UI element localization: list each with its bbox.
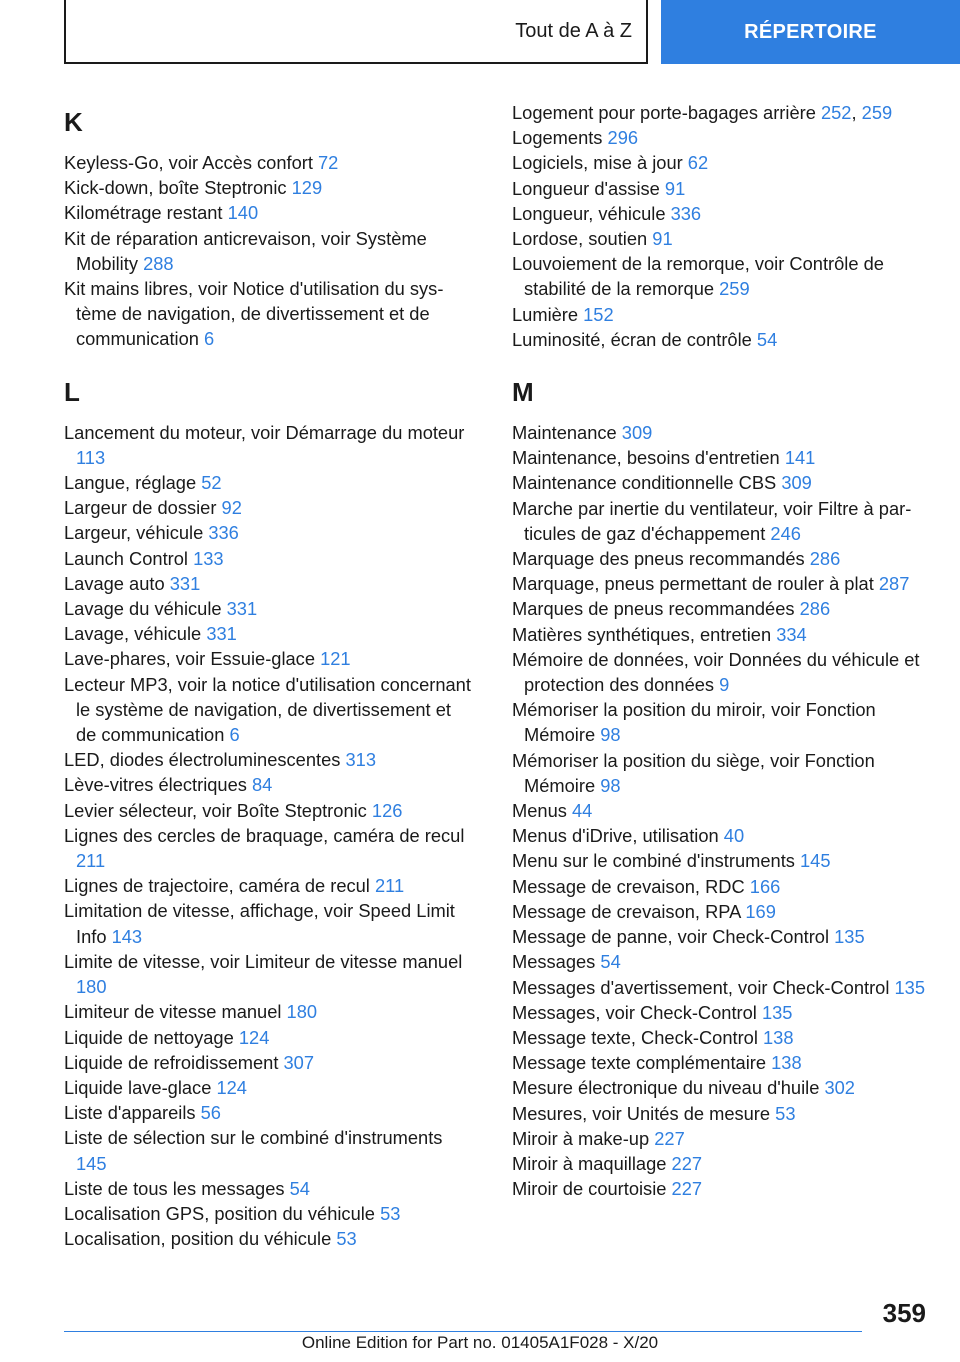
page-reference-link[interactable]: 259	[719, 278, 750, 300]
index-entry	[512, 798, 932, 823]
page-reference-link[interactable]: 227	[671, 1152, 703, 1174]
index-entry	[64, 873, 476, 898]
index-entry-text: Messages d'avertissement, voir Check-Control	[512, 976, 890, 998]
page-reference-link[interactable]: 296	[607, 127, 639, 149]
index-entry	[512, 420, 932, 445]
page-reference-link[interactable]: 121	[320, 648, 351, 670]
index-entry-text: Message texte, Check-Control	[512, 1026, 758, 1048]
index-entry-text: Liquide de refroidissement	[64, 1051, 279, 1073]
page-reference-link[interactable]: 6	[204, 328, 215, 350]
page-reference-link[interactable]: 98	[600, 724, 621, 746]
page-reference-link[interactable]: 135	[894, 976, 925, 998]
index-entry	[64, 276, 476, 352]
index-entry-text: Marche par inertie du ventilateur, voir Filtre à particules de gaz d'échappement	[512, 497, 912, 544]
index-entry-text: Logement pour porte-bagages arrière	[512, 102, 816, 123]
page-reference-link[interactable]: 286	[809, 548, 841, 570]
page-reference-link[interactable]: 141	[784, 447, 816, 469]
page-reference-link[interactable]: 336	[670, 202, 702, 224]
index-entry-text: Lumière	[512, 303, 579, 325]
page-reference-link[interactable]: 227	[671, 1178, 703, 1200]
footer-divider	[64, 1331, 862, 1332]
page-reference-link[interactable]: 309	[621, 422, 653, 444]
index-entry-text: Messages, voir Check-Control	[512, 1001, 757, 1023]
index-entry	[512, 327, 932, 352]
page-reference-link[interactable]: 180	[286, 1001, 318, 1023]
index-entry-text: Logiciels, mise à jour	[512, 152, 683, 174]
index-entry-text: Maintenance conditionnelle CBS	[512, 472, 777, 494]
index-entry-text: Maintenance	[512, 422, 617, 444]
tab-tout-de-a-a-z-label: Tout de A à Z	[515, 19, 632, 42]
index-entry	[64, 823, 476, 873]
page-reference-link[interactable]: 138	[762, 1026, 794, 1048]
page-reference-link[interactable]: 56	[200, 1102, 221, 1124]
page-reference-link[interactable]: 246	[770, 522, 801, 544]
index-entry	[64, 175, 476, 200]
index-entry	[64, 1176, 476, 1201]
index-entry-text: Marquage, pneus permettant de rouler à plat	[512, 573, 874, 595]
index-entry-text: Message texte complémentaire	[512, 1052, 767, 1074]
footer-edition: Online Edition for Part no. 01405A1F028 - X/20	[301, 1333, 659, 1352]
index-entry-text: Mesure électronique du niveau d'huile	[512, 1077, 820, 1099]
index-entry-text: Mémoriser la position du siège, voir Fonction Mémoire	[512, 749, 875, 796]
index-entry-text: Liquide de nettoyage	[64, 1026, 234, 1048]
page-reference-link[interactable]: 211	[374, 875, 405, 897]
index-entry	[512, 1126, 932, 1151]
page-reference-link[interactable]: 145	[800, 850, 831, 872]
index-entry	[64, 1125, 476, 1175]
index-entry	[64, 420, 476, 470]
index-entry	[64, 470, 476, 495]
index-entry-text: Lavage du véhicule	[64, 598, 222, 620]
index-entry-text: Messages	[512, 951, 596, 973]
index-entry	[512, 848, 932, 873]
page-reference-link[interactable]: 133	[193, 547, 224, 569]
page-reference-link[interactable]: 113	[76, 446, 106, 468]
index-entry-text: Logements	[512, 127, 603, 149]
index-entry-text: Longueur, véhicule	[512, 202, 666, 224]
index-entry-text: Mémoire de données, voir Données du véhicule et protection des données	[512, 648, 920, 696]
page-reference-link[interactable]: 6	[229, 724, 240, 746]
index-entry	[64, 1226, 476, 1251]
index-entry	[64, 672, 476, 748]
page-reference-link[interactable]: 9	[719, 674, 730, 696]
index-entry	[64, 520, 476, 545]
page-reference-link[interactable]: 140	[227, 202, 259, 224]
index-letter-heading: K	[64, 107, 83, 137]
index-entry	[512, 470, 932, 495]
tab-repertoire[interactable]	[661, 0, 960, 64]
index-entry-text: Limitation de vitesse, affichage, voir Speed Limit Info	[64, 900, 455, 947]
page-reference-link[interactable]: 52	[201, 472, 222, 494]
page-reference-link[interactable]: 309	[781, 472, 812, 494]
index-entry-text: Kit mains libres, voir Notice d'utilisation du système de navigation, de divertissement et de communication	[64, 278, 444, 350]
index-entry	[512, 201, 932, 226]
index-entry	[64, 571, 476, 596]
index-entry-text: Mémoriser la position du miroir, voir Fonction Mémoire	[512, 699, 876, 746]
index-entry-text: Kit de réparation anticrevaison, voir Système Mobility	[64, 227, 427, 274]
index-entry	[512, 596, 932, 621]
index-entry-text: Liste d'appareils	[64, 1102, 196, 1124]
index-entry-text: Matières synthétiques, entretien	[512, 623, 772, 645]
index-entry	[64, 1025, 476, 1050]
index-entry	[512, 496, 932, 546]
index-entry	[64, 226, 476, 276]
index-entry-text: Lave-phares, voir Essuie-glace	[64, 648, 315, 670]
index-entry-text: Localisation GPS, position du véhicule	[64, 1202, 375, 1224]
page-reference-link[interactable]: 288	[143, 252, 174, 274]
page-reference-link[interactable]: 53	[775, 1102, 796, 1124]
index-entry	[512, 924, 932, 949]
index-entry-text: Lordose, soutien	[512, 228, 648, 250]
page-reference-link[interactable]: 44	[571, 800, 593, 822]
index-entry-text: Lavage auto	[64, 572, 165, 594]
index-entry-text: Liste de sélection sur le combiné d'instruments	[64, 1127, 443, 1149]
index-entry	[64, 747, 476, 772]
index-entry-text: Lecteur MP3, voir la notice d'utilisation concernant le système de navigation, de divertissement et de communication	[64, 673, 471, 746]
tab-tout-de-a-a-z[interactable]	[64, 0, 648, 64]
index-entry-text: Langue, réglage	[64, 472, 197, 494]
index-entry-text: Louvoiement de la remorque, voir Contrôle de stabilité de la remorque	[512, 253, 884, 300]
page-reference-link[interactable]: 54	[600, 951, 621, 973]
index-entry-text: Message de panne, voir Check-Control	[512, 926, 830, 948]
index-entry	[512, 445, 932, 470]
page-reference-link[interactable]: 62	[687, 152, 709, 174]
index-entry-text: Lignes des cercles de braquage, caméra de recul	[64, 824, 465, 846]
index-column-left	[64, 100, 476, 1251]
index-entry-text: Liquide lave-glace	[64, 1076, 212, 1098]
index-entry	[512, 823, 932, 848]
page-reference-link[interactable]: 180	[76, 976, 107, 998]
index-entry-text: Limiteur de vitesse manuel	[64, 1001, 282, 1023]
page-reference-link[interactable]: 336	[208, 522, 239, 544]
index-entry-text: Levier sélecteur, voir Boîte Steptronic	[64, 799, 367, 821]
index-entry-text: Limite de vitesse, voir Limiteur de vitesse manuel	[64, 950, 463, 972]
index-entry	[512, 748, 932, 798]
index-entry	[512, 622, 932, 647]
index-entry	[64, 546, 476, 571]
index-entry	[512, 1151, 932, 1176]
index-entry	[512, 251, 932, 301]
index-entry	[512, 571, 932, 596]
index-entry	[512, 176, 932, 201]
page-reference-link[interactable]: 252	[820, 102, 852, 123]
index-entry-text: Kick-down, boîte Steptronic	[64, 177, 287, 199]
index-entry-text: Miroir de courtoisie	[512, 1178, 667, 1200]
index-entry	[512, 647, 932, 697]
index-entry-text: Message de crevaison, RPA	[512, 900, 741, 922]
index-entry-text: Largeur de dossier	[64, 497, 217, 519]
index-entry-text: Miroir à make-up	[512, 1127, 650, 1149]
index-entry	[64, 646, 476, 671]
index-entry	[512, 697, 932, 747]
page-reference-link[interactable]: 54	[289, 1177, 310, 1199]
index-column-right	[512, 100, 932, 1201]
page-reference-link[interactable]: 92	[221, 497, 242, 519]
page-reference-link[interactable]: 91	[652, 228, 673, 250]
index-entry	[512, 150, 932, 175]
page-reference-link[interactable]: 129	[291, 177, 323, 199]
index-entry-text: Mesures, voir Unités de mesure	[512, 1102, 771, 1124]
page-reference-link[interactable]: 135	[761, 1001, 793, 1023]
index-entry	[512, 949, 932, 974]
index-entry-text: Lignes de trajectoire, caméra de recul	[64, 875, 370, 897]
page-reference-link[interactable]: 124	[238, 1026, 270, 1048]
index-entry	[512, 546, 932, 571]
index-entry	[64, 495, 476, 520]
index-entry-text: Menus	[512, 800, 567, 822]
index-entry-text: Lève-vitres électriques	[64, 774, 247, 796]
index-entry-text: Lancement du moteur, voir Démarrage du moteur	[64, 421, 465, 443]
index-entry-text: Luminosité, écran de contrôle	[512, 328, 752, 350]
page-reference-link[interactable]: 135	[834, 926, 865, 948]
index-entry-text: Keyless-Go, voir Accès confort	[64, 152, 313, 173]
index-entry-text: Marquage des pneus recommandés	[512, 548, 805, 570]
index-entry	[64, 1201, 476, 1226]
page-reference-link[interactable]: 98	[600, 774, 621, 796]
index-entry-text: Maintenance, besoins d'entretien	[512, 447, 780, 469]
page-reference-link[interactable]: 84	[252, 774, 273, 796]
page-reference-link[interactable]: 53	[380, 1202, 401, 1224]
tab-repertoire-label: RÉPERTOIRE	[744, 20, 877, 43]
index-letter-heading: M	[512, 377, 534, 408]
index-entry-text: Localisation, position du véhicule	[64, 1228, 332, 1250]
page-reference-link[interactable]: 152	[583, 303, 614, 325]
page-reference-link[interactable]: 169	[745, 900, 776, 922]
index-entry-text: Lavage, véhicule	[64, 623, 202, 645]
index-entry	[512, 302, 932, 327]
page-reference-link[interactable]: 227	[654, 1127, 685, 1149]
index-entry	[512, 1000, 932, 1025]
index-entry-text: Kilométrage restant	[64, 202, 223, 224]
index-entry-text: Menus d'iDrive, utilisation	[512, 825, 719, 847]
index-entry	[64, 621, 476, 646]
page-reference-link[interactable]: 124	[216, 1076, 247, 1098]
page-reference-link[interactable]: 302	[824, 1077, 855, 1099]
page-reference-link[interactable]: 331	[169, 572, 201, 594]
index-entry	[512, 975, 932, 1000]
index-entry	[512, 125, 932, 150]
index-entry	[64, 999, 476, 1024]
index-entry-text: Menu sur le combiné d'instruments	[512, 850, 795, 872]
page-reference-link[interactable]: 331	[226, 598, 258, 620]
index-entry	[64, 200, 476, 225]
index-entry	[64, 1100, 476, 1125]
page-reference-link[interactable]: 259	[861, 102, 893, 123]
page-reference-link[interactable]: 313	[345, 749, 377, 771]
index-entry-text: LED, diodes électroluminescentes	[64, 749, 341, 771]
page-reference-link[interactable]: 307	[283, 1051, 315, 1073]
index-entry	[512, 226, 932, 251]
index-entry-text: Longueur d'assise	[512, 177, 660, 199]
index-entry	[64, 949, 476, 999]
page-reference-link[interactable]: 138	[771, 1052, 802, 1074]
index-entry-text: Largeur, véhicule	[64, 522, 204, 544]
page-reference-link[interactable]: 143	[111, 925, 143, 947]
page-reference-link[interactable]: 166	[749, 875, 781, 897]
index-entry	[512, 1025, 932, 1050]
page-reference-link[interactable]: 286	[799, 598, 831, 620]
index-letter-heading: L	[64, 376, 80, 407]
index-entry	[512, 899, 932, 924]
page-number: 359	[882, 1298, 926, 1328]
page-reference-link[interactable]: 54	[756, 328, 778, 350]
page-reference-link[interactable]: 40	[723, 825, 745, 847]
page-reference-link[interactable]: 126	[371, 799, 403, 821]
index-entry	[64, 798, 476, 823]
index-entry	[512, 1075, 932, 1100]
index-entry-text: Liste de tous les messages	[64, 1177, 285, 1199]
page-reference-link[interactable]: 211	[76, 850, 106, 872]
index-entry-text: Miroir à maquillage	[512, 1152, 667, 1174]
index-entry	[64, 1075, 476, 1100]
index-entry	[512, 1101, 932, 1126]
index-entry	[64, 1050, 476, 1075]
page-reference-link[interactable]: 72	[318, 152, 339, 173]
index-entry	[512, 874, 932, 899]
page-reference-link[interactable]: 287	[878, 573, 910, 595]
index-entry: Logement pour porte-bagages arrière 252, 259	[512, 102, 893, 123]
index-entry	[64, 596, 476, 621]
index-entry	[512, 1050, 932, 1075]
index-entry	[64, 772, 476, 797]
page-reference-link[interactable]: 145	[76, 1152, 107, 1174]
index-entry	[512, 1176, 932, 1201]
index-entry-text: Message de crevaison, RDC	[512, 875, 745, 897]
index-entry-text: Marques de pneus recommandées	[512, 598, 795, 620]
page-reference-link[interactable]: 53	[336, 1228, 357, 1250]
index-entry	[64, 150, 476, 175]
index-entry	[64, 898, 476, 948]
index-entry-text: Launch Control	[64, 547, 188, 569]
page-reference-link[interactable]: 91	[664, 177, 686, 199]
page-reference-link[interactable]: 331	[206, 623, 237, 645]
page-reference-link[interactable]: 334	[776, 623, 807, 645]
